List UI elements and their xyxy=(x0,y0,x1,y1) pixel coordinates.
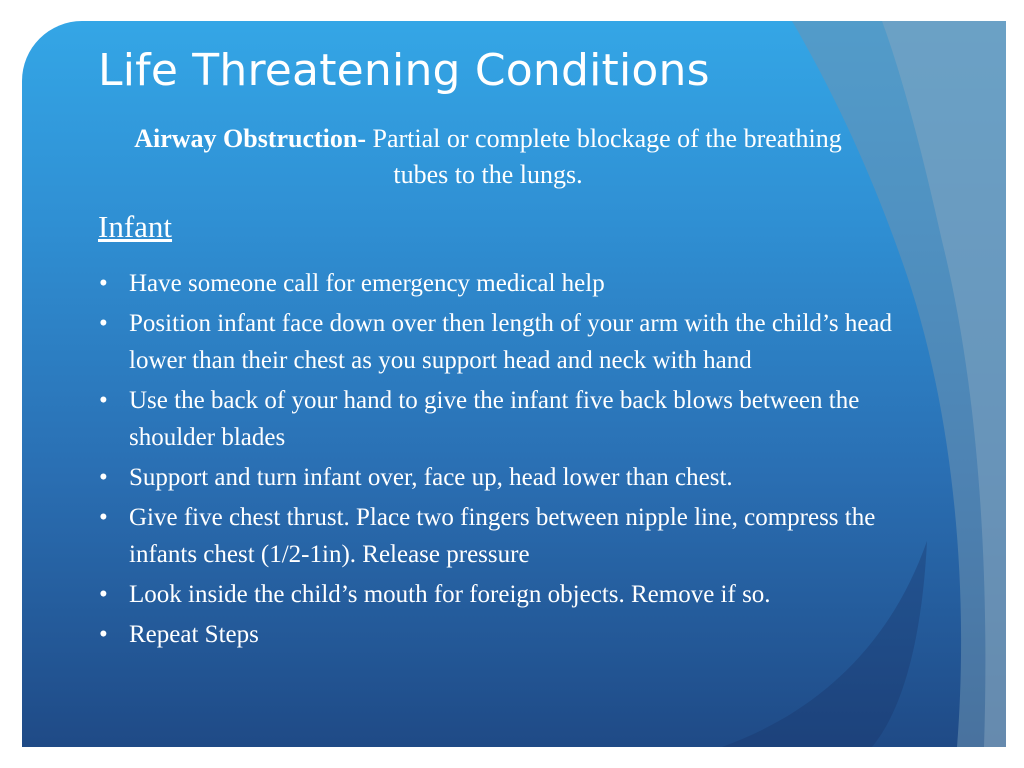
bullet-icon: • xyxy=(99,504,108,531)
step-text: Give five chest thrust. Place two fingers between nipple line, compress the infants chest (1/2-1in). Release pressure xyxy=(129,504,876,568)
step-text: Use the back of your hand to give the infant five back blows between the shoulder blades xyxy=(129,387,860,451)
slide-title: Life Threatening Conditions xyxy=(98,45,710,96)
list-item xyxy=(98,305,928,379)
bullet-icon: • xyxy=(99,581,108,608)
list-item xyxy=(98,382,928,456)
bullet-icon: • xyxy=(99,464,108,491)
step-text: Support and turn infant over, face up, head lower than chest. xyxy=(129,464,733,491)
steps-list xyxy=(98,265,928,656)
definition-term: Airway Obstruction- xyxy=(134,124,367,153)
definition-text: Partial or complete blockage of the breathing tubes to the lungs. xyxy=(366,124,842,189)
step-text: Look inside the child’s mouth for foreign objects. Remove if so. xyxy=(129,581,771,608)
slide xyxy=(22,21,1006,747)
bullet-icon: • xyxy=(99,310,108,337)
bullet-icon: • xyxy=(99,387,108,414)
list-item xyxy=(98,616,928,653)
list-item xyxy=(98,499,928,573)
bullet-icon: • xyxy=(99,621,108,648)
section-heading-infant: Infant xyxy=(98,209,173,244)
step-text: Have someone call for emergency medical help xyxy=(129,270,605,297)
list-item xyxy=(98,265,928,302)
step-text: Repeat Steps xyxy=(129,621,259,648)
list-item xyxy=(98,459,928,496)
bullet-icon: • xyxy=(99,270,108,297)
list-item xyxy=(98,576,928,613)
step-text: Position infant face down over then length of your arm with the child’s head lower than their chest as you support head and neck with hand xyxy=(129,310,893,374)
definition-paragraph xyxy=(118,121,858,193)
